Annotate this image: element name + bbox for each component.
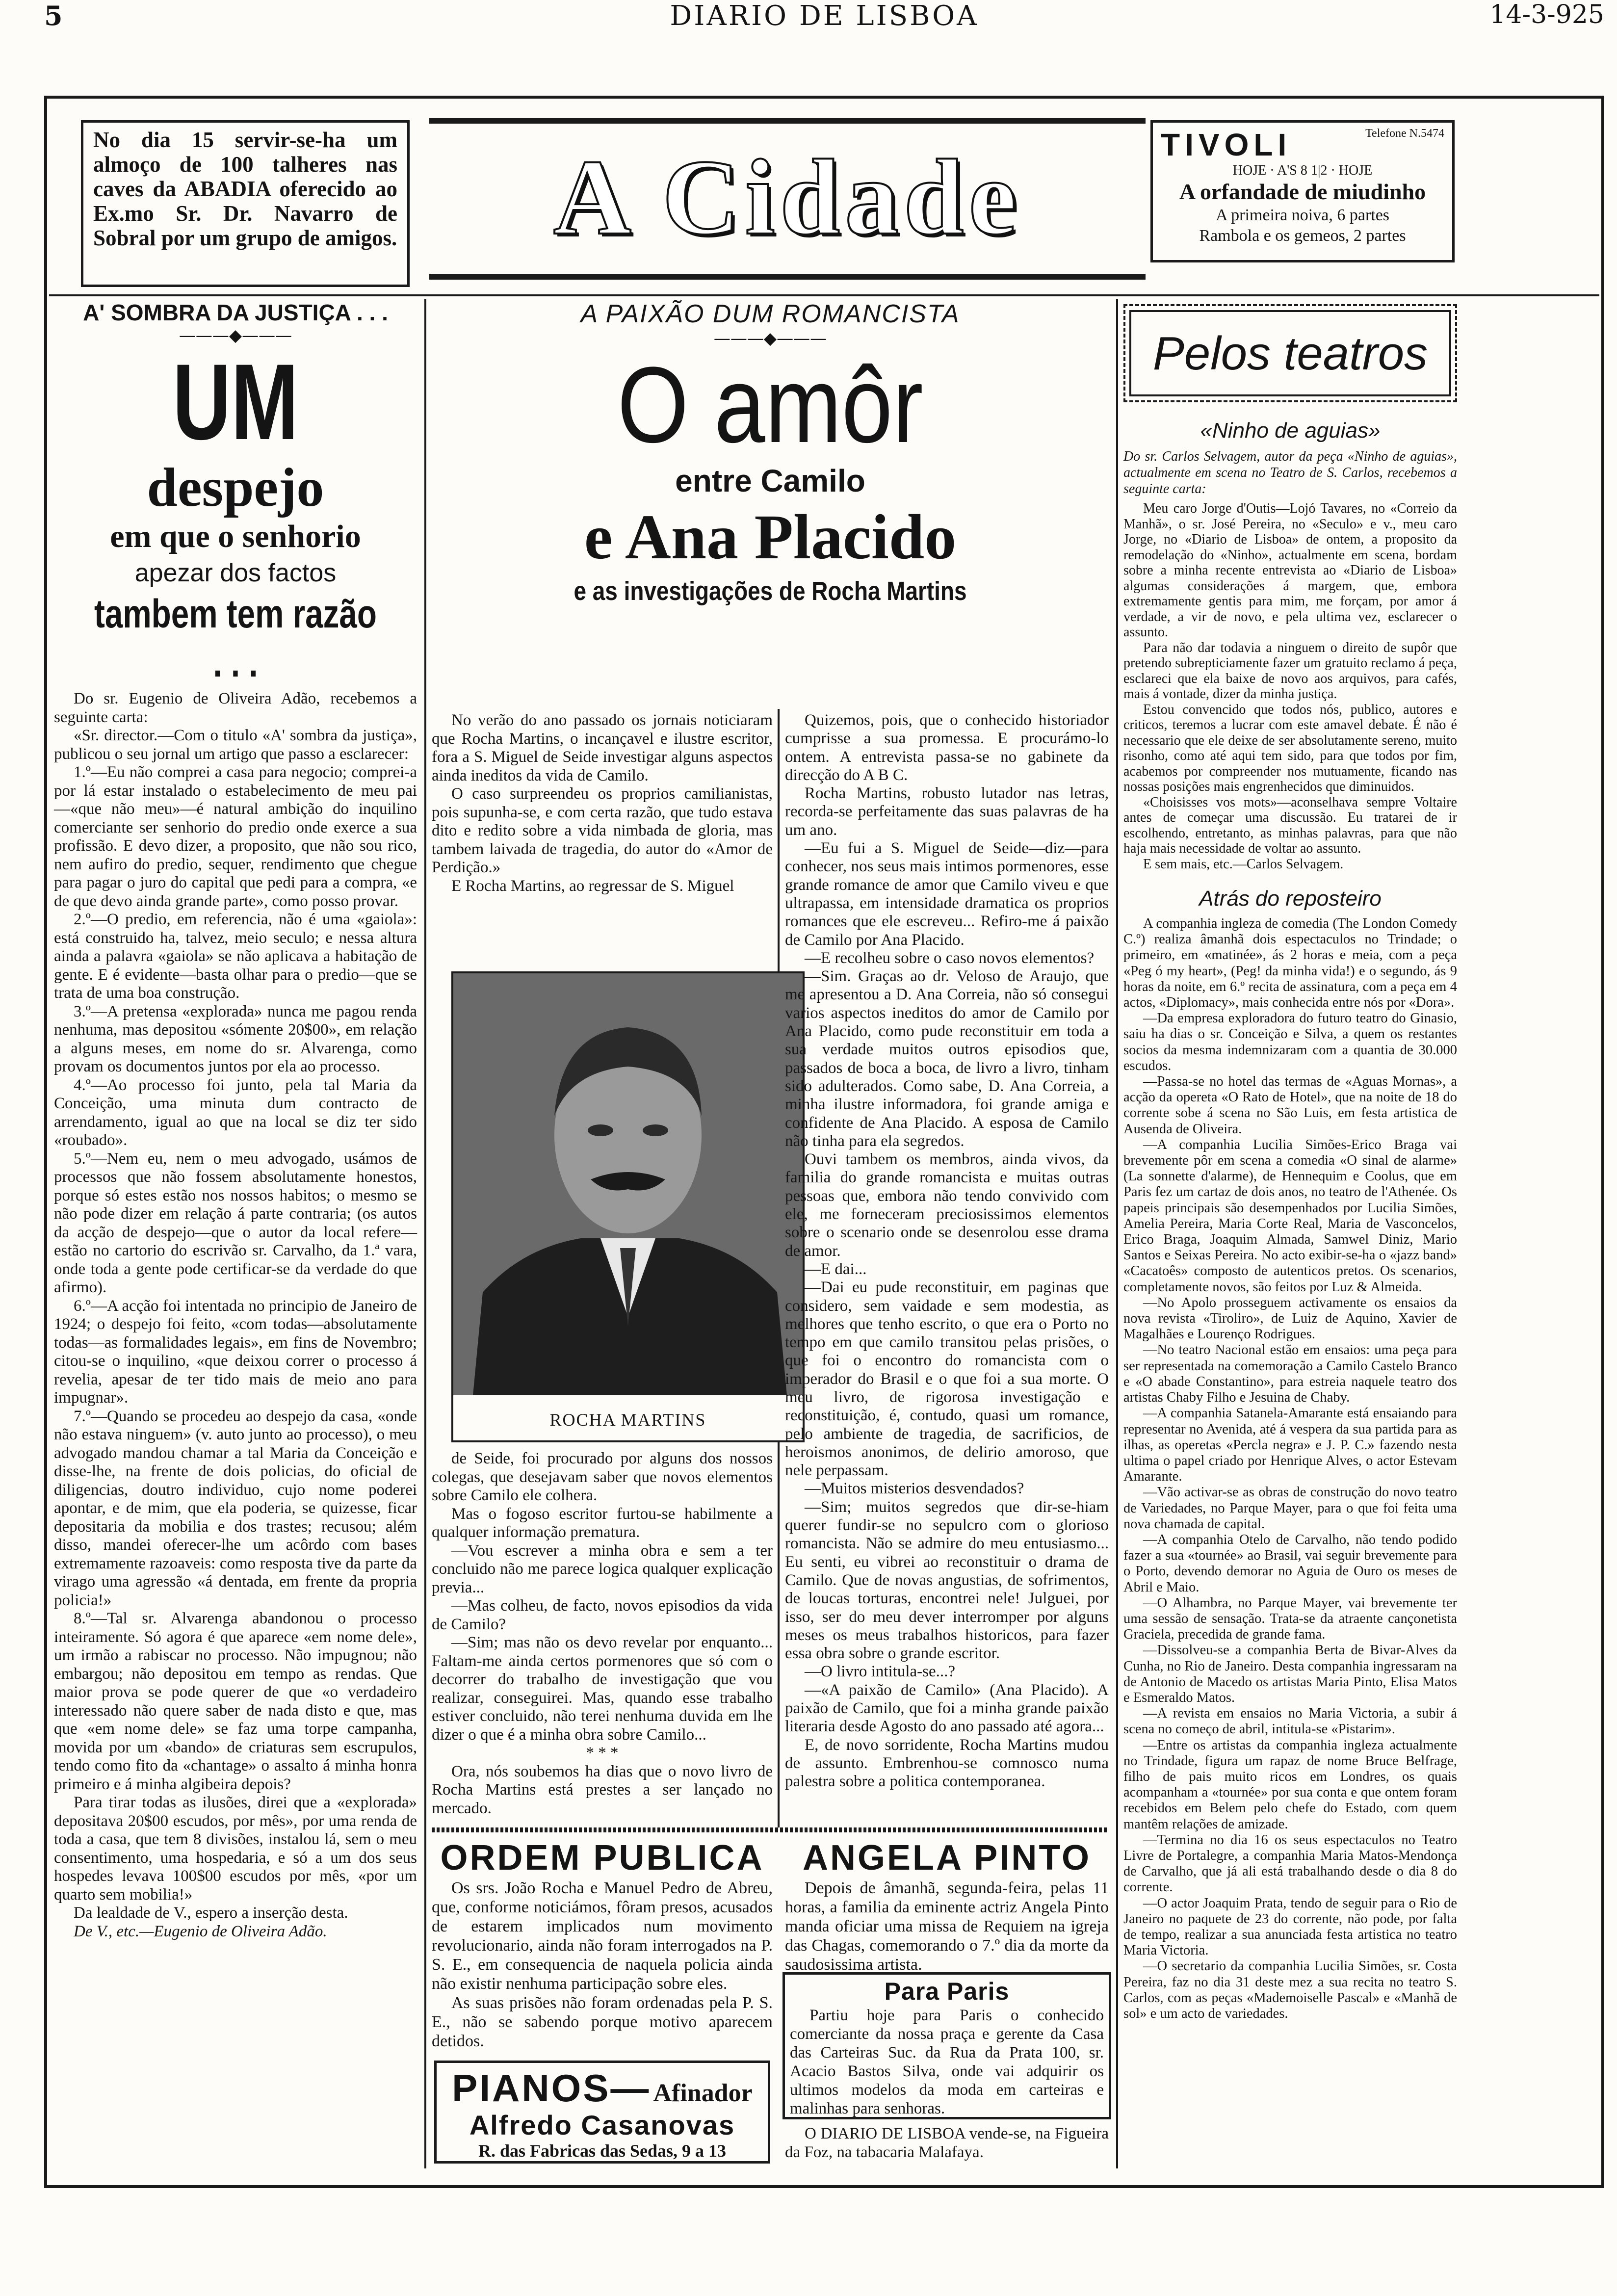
column-rule-2 (1116, 299, 1118, 2168)
column-rule-1 (424, 299, 426, 2168)
portrait-illustration (453, 973, 803, 1395)
amor-paragraph: —Muitos misterios desvendados? (805, 1480, 1024, 1498)
angela-pinto (785, 1837, 1109, 1974)
notice-text: No dia 15 servir-se-ha um almoço de 100 talheres nas caves da ABADIA oferecido ao Ex.mo Sr. Dr. Navarro de Sobral por um grupo de amigos. (93, 128, 397, 250)
pianos-title: PIANOS— (452, 2066, 651, 2110)
tivoli-telefone: Telefone N.5474 (1365, 127, 1444, 140)
despejo-kicker: A' SOMBRA DA JUSTIÇA . . . (83, 300, 388, 325)
despejo-subhead-3: tambem tem razão . . . (94, 592, 377, 685)
amor-paragraph: E, de novo sorridente, Rocha Martins mudou de assunto. Embrenhou-se comnosco numa palestra sobre a politica contemporanea. (785, 1736, 1109, 1791)
section-title-text: A Cidade (553, 137, 1022, 257)
tivoli-ad (1150, 120, 1455, 262)
tivoli-feature: A orfandade de miudinho (1179, 179, 1426, 204)
amor-kicker: A PAIXÃO DUM ROMANCISTA (580, 300, 960, 328)
masthead (44, 0, 1604, 37)
paris-text: Partiu hoje para Paris o conhecido comerciante da nossa praça e gerente da Casa das Carteiras Suc. da Rua da Prata 100, sr. Acacio Bastos Silva, onde vai adquirir os ultimos modelos da moda em carteiras e malinhas para senhoras. (790, 2007, 1104, 2117)
ordem-body (432, 1879, 773, 2051)
pianos-name: Alfredo Casanovas (469, 2110, 735, 2140)
despejo-paragraph: 3.º—A pretensa «explorada» nunca me pagou renda nenhuma, mas depositou «sómente 20$00», em relação a alguns meses, em nome do sr. Alvarenga, como provam os documentos juntos por ela ao processo. (54, 1002, 417, 1075)
amor-paragraph: —E dai... (805, 1260, 867, 1278)
amor-paragraph: —E recolheu sobre o caso novos elementos? (805, 949, 1095, 967)
amor-paragraph: E Rocha Martins, ao regressar de S. Miguel (451, 877, 734, 895)
teatros-title: Pelos teatros (1129, 310, 1451, 396)
despejo-paragraph: 1.º—Eu não comprei a casa para negocio; comprei-a por lá estar instalado o estabelecimento de meu pai—«que não meu»—é natural ambição do inquilino comerciante ser senhorio do predio onde exerce a sua profissão. E devo dizer, a proposito, que não sou rico, nem aufiro do predio, sequer, rendimento que chegue para pagar o juro do capital que pedi para a compra, «e de que devo ainda grande parte», como posso provar. (54, 763, 417, 910)
amor-paragraph: —Vou escrever a minha obra e sem a ter concluido não me parece logica qualquer explicação previa... (432, 1541, 773, 1596)
despejo-paragraph: 2.º—O predio, em referencia, não é uma «gaiola»: está construido ha, talvez, meio seculo; e nessa altura ainda a palavra «gaiola» se não aplicava a habitação de gente. E é evidente—basta olhar para o predio—que se trata de uma boa construção. (54, 911, 417, 1002)
teatros-news (1123, 916, 1457, 2022)
teatros-intro: Do sr. Carlos Selvagem, autor da peça «Ninho de aguias», actualmente em scena no Teatro de S. Carlos, recebemos a seguinte carta: (1123, 449, 1457, 496)
teatros-paragraph: Estou convencido que todos nós, publico, autores e criticos, teremos a lucrar com este amavel debate. É não é necessario que ele deixe de ser absolutamente sereno, muito risonho, como até aqui tem sido, para que todos por fim, acabemos por compreender nos mutuamente, ficando nas nossas posições mais engrenhecidos que diminuidos. (1123, 702, 1457, 794)
amor-paragraph: —Eu fui a S. Miguel de Seide—diz—para conhecer, nos seus mais intimos pormenores, esse grande romance de amor que Camilo viveu e que ultrapassa, em intensidade dramatica os proprios romances que ele escreveu... Refiro-me á paixão de Camilo por Ana Placido. (785, 839, 1109, 949)
amor-subhead-1: entre Camilo (675, 463, 865, 498)
amor-paragraph: Ouvi tambem os membros, ainda vivos, da familia do grande romancista e muitas outras pessoas que, embora não tendo convivido com ele, me forneceram preciosissimos elementos sobre o scenario onde se desenrolou esse drama de amor. (785, 1150, 1109, 1260)
rocha-martins-photo (451, 971, 805, 1442)
para-paris (782, 1972, 1111, 2119)
issue-date: 14-3-925 (1489, 0, 1604, 29)
pianos-afinador: Afinador (653, 2079, 753, 2107)
despejo-paragraph: 7.º—Quando se procedeu ao despejo da casa, «onde não estava ninguem» (v. auto junto ao processo), o meu advogado mandou chamar a tal Maria da Conceição e disse-lhe, na frente de dois policias, do oficial de diligencias, doutro individuo, cujo nome poderei apontar, e de mim, que ela poderia, se quizesse, ficar depositaria da mobilia e dos trastes; recusou; além disso, mandei oferecer-lhe um acôrdo com bases extremamente razoaveis: como resposta tive da parte da virago uma agressão «á dentada, em frente da propria policia!» (54, 1407, 417, 1609)
news-item: —A companhia Lucilia Simões-Erico Braga vai brevemente pôr em scena a comedia «O sinal de alarme» (La sonnette d'alarme), de Hennequim e Coolus, que em Paris fez um cartaz de dois anos, no teatro de l'Athenée. Os papeis principais são desempenhados por Lucilia Simões, Amelia Pereira, Maria Corte Real, Maria de Vasconcelos, Erico Braga, Joaquim Almada, Samwel Diniz, Mario Santos e Seixas Pereira. No acto exibir-se-ha o «jazz band» «Cacatoês» composto de autenticos pretos. Os scenarios, completamente novos, são feitos por Luz & Almeida. (1123, 1137, 1457, 1295)
amor-paragraph: —Sim. Graças ao dr. Veloso de Araujo, que me apresentou a D. Ana Correia, não só consegui varios aspectos ineditos do amor de Camilo por Ana Placido, como pude reconstituir em toda a sua verdade muitos outros episodios que, passados de boca a boca, de livro a livro, tinham sido adulterados. Como sabe, D. Ana Correia, a minha ilustre informadora, foi grande amiga e confidente de Ana Placido. A esposa de Camilo não tinha para ela segredos. (785, 967, 1109, 1150)
newspaper-name: DIARIO DE LISBOA (670, 0, 979, 32)
despejo-paragraph: «Sr. director.—Com o titulo «A' sombra da justiça», publicou o seu jornal um artigo que passo a esclarecer: (54, 727, 417, 763)
news-item: —A revista em ensaios no Maria Victoria, a subir á scena no começo de abril, intitula-se «Pistarim». (1123, 1706, 1457, 1737)
tivoli-name: TIVOLI (1161, 127, 1292, 162)
ordem-text-2: As suas prisões não foram ordenadas pela P. S. E., não se sabendo porque motivo aparecem detidos. (432, 1994, 773, 2050)
despejo-headline-um: UM (172, 341, 299, 462)
despejo-paragraph: Para tirar todas as ilusões, direi que a «explorada» depositava 20$00 escudos, por mês», por uma renda de toda a casa, que tem 8 divisões, instalou lá, sem o meu consentimento, uma hospedaria, e só a um dos seus hospedes levava 100$00 escudos por mês, «por um quarto sem mobilia!» (54, 1794, 417, 1904)
ornament: ———◆——— (713, 329, 827, 348)
teatros-subtitle: «Ninho de aguias» (1200, 418, 1381, 443)
news-item: —No Apolo prosseguem activamente os ensaios da nova revista «Tiroliro», de Luiz de Aquino, Xavier de Magalhães e Lourenço Rodrigues. (1123, 1295, 1457, 1342)
teatros-paragraph: «Choisisses vos mots»—aconselhava sempre Voltaire antes de começar uma discussão. Eu tratarei de ir escolhendo, entretanto, as minhas palavras, para que não haja mais necessidade de voltar ao assunto. (1123, 794, 1457, 856)
news-item: —Entre os artistas da companhia ingleza actualmente no Trindade, figura um rapaz de nome Bruce Belfrage, filho de pais muito ricos em Londres, os quais acompanham a «tournée» por sua conta e que ontem foram recebidos em Belem pelo chefe do Estado, com quem mantêm relações de amizade. (1123, 1737, 1457, 1832)
angela-body (785, 1879, 1109, 1974)
news-item: —Vão activar-se as obras de construção do novo teatro de Variedades, no Parque Mayer, para o que foi feita uma nova chamada de capital. (1123, 1485, 1457, 1532)
section-title (429, 118, 1146, 280)
despejo-paragraph: 4.º—Ao processo foi junto, pela tal Maria da Conceição, uma minuta dum contracto de arrendamento, igual ao que na local se diz ter sido «roubado». (54, 1076, 417, 1149)
news-item: —A companhia Satanela-Amarante está ensaiando para representar no Avenida, até á vespera da sua partida para as ilhas, as operetas «Percla negra» e J. P. C.» fazendo nesta ultima o papel criado por Henrique Alves, o actor Estevam Amarante. (1123, 1406, 1457, 1485)
angela-title: ANGELA PINTO (802, 1838, 1092, 1878)
amor-column-2 (785, 711, 1109, 1791)
teatros-subtitle-2: Atrás do reposteiro (1199, 887, 1382, 911)
amor-column-1-top (432, 711, 773, 895)
news-item: —O Alhambra, no Parque Mayer, vai brevemente ter uma sessão de sensação. Trata-se da atraente cançonetista Graciela, precedida de grande fama. (1123, 1595, 1457, 1643)
teatros-signature: E sem mais, etc.—Carlos Selvagem. (1143, 856, 1344, 872)
amor-column-1-bottom (432, 1450, 773, 1818)
amor-paragraph: —Sim; muitos segredos que dir-se-hiam querer fundir-se no sepulcro com o glorioso romancista. Não se admire do meu entusiasmo... Eu senti, eu vibrei ao reconstituir o drama de Camilo. Que de novas angustias, de sofrimentos, de loucas torturas, encontrei nele! Julguei, por isso, ser do meu dever interromper por alguns meses os meus trabalhos historicos, para fazer essa obra sobre o grande escritor. (785, 1498, 1109, 1663)
news-item: —Dissolveu-se a companhia Berta de Bivar-Alves da Cunha, no Rio de Janeiro. Desta companhia ingressaram na de Antonio de Macedo os artistas Maria Pinto, Elisa Matos e Esmeraldo Matos. (1123, 1643, 1457, 1705)
photo-caption: ROCHA MARTINS (453, 1395, 803, 1442)
despejo-body (54, 690, 417, 1941)
despejo-paragraph: 5.º—Nem eu, nem o meu advogado, usámos de processos que não fossem absolutamente honestos, porque só estes estão nos nossos habitos; o mesmo se não pode dizer em relação á parte contraria; (os autos da acção de despejo—que o autor da local refere—estão no cartorio do escrivão sr. Carvalho, da 1.ª vara, onde toda a gente pode certificar-se da verdade do que afirmo). (54, 1149, 417, 1296)
amor-paragraph: Mas o fogoso escritor furtou-se habilmente a qualquer informação prematura. (432, 1505, 773, 1541)
amor-paragraph: —Sim; mas não os devo revelar por enquanto... Faltam-me ainda certos pormenores que só com o decorrer do trabalho de investigação que vou realizar, conseguirei. Mas, quando esse trabalho estiver concluido, não terei nenhuma duvida em lhe dizer o que é a minha obra sobre Camilo... (432, 1634, 773, 1744)
amor-paragraph: No verão do ano passado os jornais noticiaram que Rocha Martins, o incançavel e ilustre escritor, fora a S. Miguel de Seide investigar alguns aspectos ainda ineditos da vida de Camilo. (432, 711, 773, 784)
teatros-banner (1123, 304, 1457, 402)
despejo-closing: Da lealdade de V., espero a inserção desta. (74, 1904, 348, 1922)
tivoli-hoje: HOJE · A'S 8 1|2 · HOJE (1232, 163, 1373, 178)
amor-paragraph: —Dai eu pude reconstituir, em paginas que considero, sem vaidade e sem modestia, as melhores que tenho escrito, o que era o Porto no tempo em que camilo transitou pelas prisões, o que foi o encontro do romancista com o imperador do Brasil e o que foi a sua morte. O meu livro, de rigorosa investigação e reconstituição, é, contudo, quasi um romance, pelo ambiente de tragedia, de sacrificios, de heroismos anonimos, de delirio amoroso, que nele perpassam. (785, 1278, 1109, 1480)
tivoli-line-1: A primeira noiva, 6 partes (1215, 206, 1390, 224)
paris-body (790, 2006, 1104, 2118)
news-item: —O secretario da companhia Lucilia Simões, sr. Costa Pereira, faz no dia 31 deste mez a sua recita no teatro S. Carlos, com as peças «Mademoiselle Pascal» e «Manhã de sol» e um acto de variedades. (1123, 1958, 1457, 2022)
despejo-headline: despejo (147, 457, 324, 518)
ordem-text: Os srs. João Rocha e Manuel Pedro de Abreu, que, conforme noticiámos, fôram presos, acusados de estarem implicados num movimento revolucionario, ainda não foram interrogados na P. S. E., em consequencia de naquela policia ainda não existir nenhuma participação sobre eles. (432, 1879, 773, 1993)
news-item: A companhia ingleza de comedia (The London Comedy C.º) realiza âmanhã dois espectaculos no Trindade; o primeiro, em «matinée», ás 2 horas e meia, com a peça «Peg ó my heart», (Peg! da minha vida!) e o segundo, ás 9 horas da noite, em 6.º recita de assinatura, com a peça em 4 actos, «Diplomacy», mais conhecida entre nós por «Dora». (1123, 916, 1457, 1011)
despejo-intro: Do sr. Eugenio de Oliveira Adão, recebemos a seguinte carta: (54, 690, 417, 726)
pianos-ad (434, 2061, 770, 2164)
amor-paragraph: —«A paixão de Camilo» (Ana Placido). A paixão de Camilo, que foi a minha grande paixão literaria desde Agosto do ano passado até agora... (785, 1681, 1109, 1736)
news-item: —No teatro Nacional estão em ensaios: uma peça para ser representada na comemoração a Camilo Castelo Branco e «O abade Constantino», para estreia naquele teatro dos artistas Chaby Filho e Jesuina de Chaby. (1123, 1342, 1457, 1406)
notice-box (81, 120, 410, 287)
amor-paragraph: de Seide, foi procurado por alguns dos nossos colegas, que desejavam saber que novos elementos sobre Camilo ele colhera. (432, 1450, 773, 1504)
amor-headlines (432, 299, 1109, 608)
header-rule (49, 294, 1599, 296)
section-break: * * * (586, 1744, 619, 1762)
dotted-rule (432, 1827, 1109, 1832)
despejo-subhead-1: em que o senhorio (110, 519, 361, 554)
amor-paragraph: O caso surpreendeu os proprios camilianistas, pois supunha-se, e com certa razão, que tudo estava dito e redito sobre a vida nimbada de gloria, mas tambem laivada de tragedia, do autor do «Amor de Perdição.» (432, 785, 773, 876)
teatros-paragraph: Para não dar todavia a ninguem o direito de supôr que pretendo subrepticiamente fazer um gratuito reclamo á peça, esclareci que ela baixe de novo aos arquivos, para cafés, mais á vontade, dizer da minha justiça. (1123, 640, 1457, 702)
tivoli-line-2: Rambola e os gemeos, 2 partes (1199, 227, 1406, 245)
despejo-subhead-2: apezar dos factos (134, 559, 337, 587)
despejo-article (54, 299, 417, 1941)
despejo-paragraph: 6.º—A acção foi intentada no principio de Janeiro de 1924; o despejo foi feito, «com todas—absolutamente todas—as formalidades legais», em fins de Novembro; citou-se o inquilino, «que deixou correr o processo á revelia, apesar de ter tido mais de meio ano para impugnar». (54, 1297, 417, 1407)
amor-paragraph: Quizemos, pois, que o conhecido historiador cumprisse a sua promessa. E procurámo-lo ontem. A entrevista passa-se no gabinete da direcção do A B C. (785, 711, 1109, 784)
news-item: —Da empresa exploradora do futuro teatro do Ginasio, saiu ha dias o sr. Conceição e Silva, a quem os restantes socios da mesma indemnizaram com a quantia de 30.000 escudos. (1123, 1011, 1457, 1073)
amor-subhead-3: e as investigações de Rocha Martins (574, 576, 967, 606)
amor-paragraph: —Mas colheu, de facto, novos episodios da vida de Camilo? (432, 1597, 773, 1633)
news-item: —Termina no dia 16 os seus espectaculos no Teatro Livre de Portalegre, a companhia Maria Matos-Mendonça de Carvalho, que já ali está trabalhando desde o dia 8 do corrente. (1123, 1832, 1457, 1895)
news-item: —A companhia Otelo de Carvalho, não tendo podido fazer a sua «tournée» ao Brasil, vai seguir brevemente para o Porto, devendo demorar no Aguia de Ouro os meses de Abril e Maio. (1123, 1532, 1457, 1595)
pianos-address: R. das Fabricas das Sedas, 9 a 13 (478, 2141, 727, 2161)
amor-subhead-2: e Ana Placido (584, 502, 957, 573)
amor-paragraph: —O livro intitula-se...? (805, 1663, 956, 1681)
amor-headline: O amôr (617, 344, 923, 465)
amor-paragraph: Ora, nós soubemos ha dias que o novo livro de Rocha Martins está prestes a ser lançado no mercado. (432, 1762, 773, 1817)
foz-text: O DIARIO DE LISBOA vende-se, na Figueira da Foz, na tabacaria Malafaya. (785, 2125, 1109, 2161)
teatros-paragraph: Meu caro Jorge d'Outis—Lojó Tavares, no «Correio da Manhã», o sr. José Pereira, no «Seculo» e v., meu caro Jorge, no «Diario de Lisboa» de ontem, a proposito da remodelação do «Ninho», actualmente em scena, bordam sobre a minha recente entrevista ao «Diario de Lisboa» algumas considerações á margem, que, embora extremamente gentis para mim, me forçam, por amor á verdade, a vir de novo, e pela ultima vez, esclarecer o assunto. (1123, 501, 1457, 640)
news-item: —O actor Joaquim Prata, tendo de seguir para o Rio de Janeiro no paquete de 23 do corrente, não pode, por falta de tempo, realizar a sua anunciada festa artistica no teatro Maria Victoria. (1123, 1895, 1457, 1958)
despejo-paragraph: 8.º—Tal sr. Alvarenga abandonou o processo inteiramente. Só agora é que aparece «em nome dele», um irmão a rabiscar no processo. Não impugnou; não embargou; não depositou em tempo as rendas. Que maior prova se pode querer de que «o verdadeiro interessado não quere saber de nada disto e que, mas que «em nome dele» se faz uma torpe campanha, movida por um «bando» de criaturas sem escrupulos, tendo como fito da «chantage» o assalto á minha honra primeiro e á minha algibeira depois? (54, 1610, 417, 1793)
ordem-publica (432, 1837, 773, 2051)
despejo-signature: De V., etc.—Eugenio de Oliveira Adão. (74, 1922, 327, 1940)
news-item: —Passa-se no hotel das termas de «Aguas Mornas», a acção da opereta «O Rato de Hotel», que na noite de 18 do corrente sobe á scena no São Luis, em festa artistica de Ausenda de Oliveira. (1123, 1074, 1457, 1137)
page-number: 5 (44, 0, 63, 31)
teatros-column (1123, 417, 1457, 2022)
foz-notice (785, 2124, 1109, 2162)
ornament: ———◆——— (179, 326, 292, 345)
angela-text: Depois de âmanhã, segunda-feira, pelas 11 horas, a familia da eminente actriz Angela Pinto manda oficiar uma missa de Requiem na igreja das Chagas, comemorando o 7.º dia da morte da saudosissima artista. (785, 1879, 1109, 1974)
amor-paragraph: Rocha Martins, robusto lutador nas letras, recorda-se perfeitamente das suas palavras de ha um ano. (785, 784, 1109, 839)
teatros-letter (1123, 501, 1457, 872)
paris-title: Para Paris (884, 1978, 1010, 2005)
ordem-title: ORDEM PUBLICA (440, 1838, 764, 1878)
